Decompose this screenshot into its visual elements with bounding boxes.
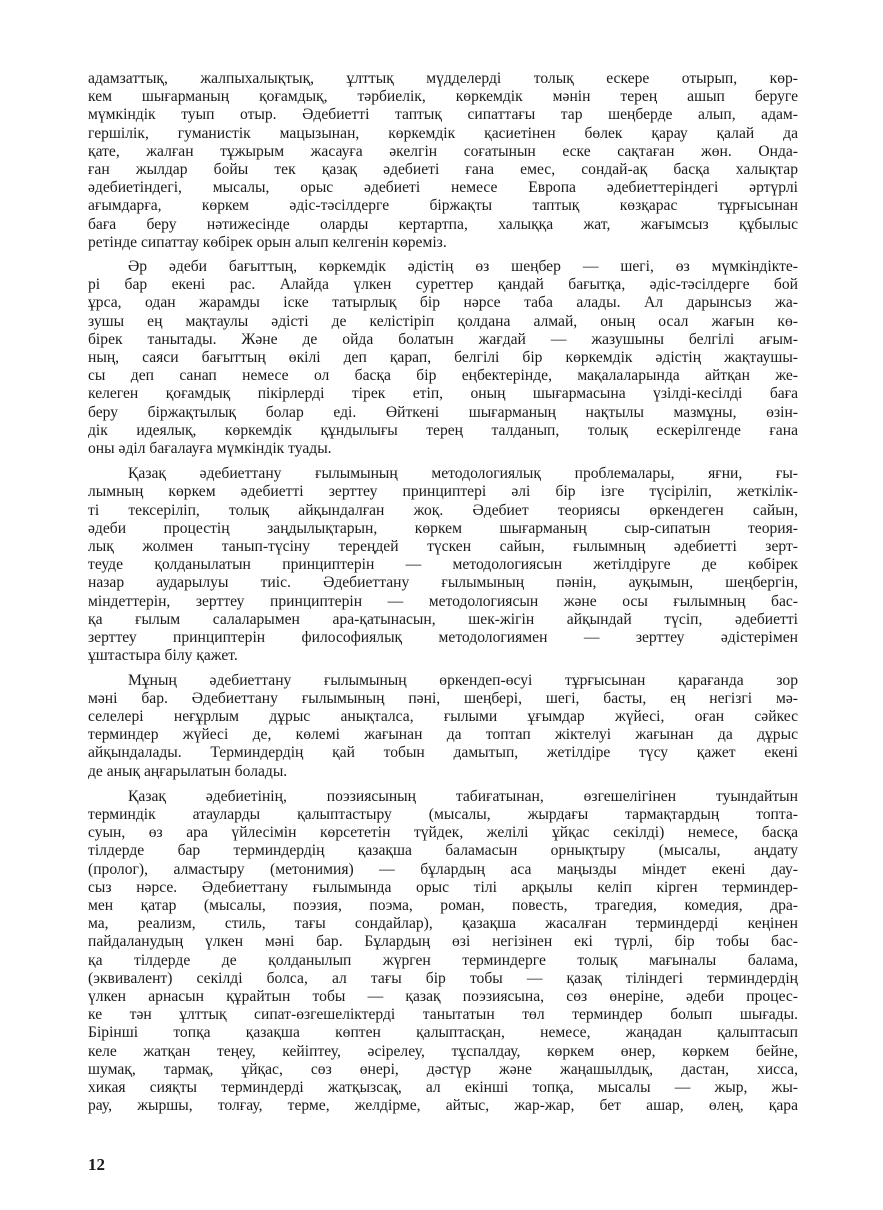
text-line: рі бар екені рас. Алайда үлкен суреттер қандай бағытқа, әдіс-тәсілдерге бой — [88, 276, 798, 294]
text-line: ті тексеріліп, толық айқындалған жоқ. Әдебиет теориясы өркендеген сайын, — [88, 501, 798, 519]
text-line: терминдік атауларды қалыптастыру (мысалы, жырдағы тармақтардың топта- — [88, 805, 798, 823]
paragraph-4 — [88, 672, 798, 781]
paragraph-3 — [88, 465, 798, 665]
text-line: (эквивалент) секілді болса, ал тағы бір тобы — қазақ тіліндегі терминдердің — [88, 969, 798, 987]
text-line: мүмкіндік туып отыр. Әдебиетті таптық сипаттағы тар шеңберде алып, адам- — [88, 106, 798, 124]
text-line: пайдаланудың үлкен мәні бар. Бұлардың өзі негізінен екі түрлі, бір тобы бас- — [88, 933, 798, 951]
text-line: оны әділ бағалауға мүмкіндік туады. — [88, 440, 332, 458]
text-line: келе жатқан теңеу, кейіптеу, әсірелеу, тұспалдау, көркем өнер, көркем бейне, — [88, 1042, 798, 1060]
text-line: сы деп санап немесе ол басқа бір еңбектерінде, мақалаларында айтқан же- — [88, 367, 798, 385]
text-line: ретінде сипаттау көбірек орын алып келгенін көреміз. — [88, 233, 447, 251]
text-line: үлкен арнасын құрайтын тобы — қазақ поэзиясына, сөз өнеріне, әдеби процес- — [88, 987, 798, 1005]
text-line: міндеттерін, зерттеу принциптерін — методологиясын және осы ғылымның бас- — [88, 592, 798, 610]
text-line: селелері неғұрлым дұрыс анықталса, ғылыми ұғымдар жүйесі, оған сәйкес — [88, 707, 798, 725]
text-line: теуде қолданылатын принциптерін — методологиясын жетілдіруге де көбірек — [88, 556, 798, 574]
text-line: беру біржақтылық болар еді. Өйткені шығарманың нақтылы мазмұны, өзін- — [88, 403, 798, 421]
text-line: сыз нәрсе. Әдебиеттану ғылымында орыс тілі арқылы келіп кірген терминдер- — [88, 878, 798, 896]
text-line: ның, саяси бағыттың өкілі деп қарап, белгілі бір көркемдік әдістің жақтаушы- — [88, 349, 798, 367]
text-line: дік идеялық, көркемдік құндылығы терең талданып, толық ескерілгенде ғана — [88, 421, 798, 439]
text-line: гершілік, гуманистік мацызынан, көркемдік қасиетінен бөлек қарау қалай да — [88, 124, 798, 142]
text-line: назар аударылуы тиіс. Әдебиеттану ғылымының пәнін, ауқымын, шеңбергін, — [88, 574, 798, 592]
text-line: қа ғылым салаларымен ара-қатынасын, шек-жігін айқындай түсіп, әдебиетті — [88, 610, 798, 628]
text-line: мәні бар. Әдебиеттану ғылымының пәні, шеңбері, шегі, басты, ең негізгі мә- — [88, 689, 798, 707]
text-line: шумақ, тармақ, ұйқас, сөз өнері, дәстүр және жаңашылдық, дастан, хисса, — [88, 1060, 798, 1078]
text-line: де анық аңғарылатын болады. — [88, 762, 288, 780]
document-page — [88, 70, 798, 1115]
paragraph-5 — [88, 788, 798, 1116]
text-line: Қазақ әдебиетінің, поэзиясының табиғатынан, өзгешелігінен туындайтын — [128, 787, 798, 805]
text-line: айқындалады. Терминдердің қай тобын дамытып, жетілдіре түсу қажет екені — [88, 744, 798, 762]
text-line: зушы ең мақтаулы әдісті де келістіріп қолдана алмай, оның осал жағын кө- — [88, 312, 798, 330]
text-line: әдеби процестің заңдылықтарын, көркем шығарманың сыр-сипатын теория- — [88, 519, 798, 537]
text-line: ма, реализм, стиль, тағы сондайлар), қазақша жасалған терминдерді кеңінен — [88, 915, 798, 933]
text-line: Бірінші топқа қазақша көптен қалыптасқан, немесе, жаңадан қалыптасып — [88, 1024, 798, 1042]
text-line: ұрса, одан жарамды іске татырлық бір нәрсе таба алады. Ал дарынсыз жа- — [88, 294, 798, 312]
text-line: зерттеу принциптерін философиялық методологиямен — зерттеу әдістерімен — [88, 629, 798, 647]
text-line: хикая сияқты терминдерді жатқызсақ, ал екінші топқа, мысалы — жыр, жы- — [88, 1078, 798, 1096]
text-line: келеген қоғамдық пікірлерді тірек етіп, оның шығармасына үзілді-кесілді баға — [88, 385, 798, 403]
text-line: қате, жалған тұжырым жасауға әкелгін соғатынын еске сақтаған жөн. Онда- — [88, 142, 798, 160]
text-line: бірек танытады. Және де ойда болатын жағдай — жазушыны белгілі ағым- — [88, 330, 798, 348]
text-line: ағымдарға, көркем әдіс-тәсілдерге біржақты таптық көзқарас тұрғысынан — [88, 197, 798, 215]
text-line: Мұның әдебиеттану ғылымының өркендеп-өсуі тұрғысынан қарағанда зор — [128, 671, 798, 689]
text-line: ған жылдар бойы тек қазақ әдебиеті ғана емес, сондай-ақ басқа халықтар — [88, 161, 798, 179]
text-line: (пролог), алмастыру (метонимия) — бұлардың аса маңызды міндет екені дау- — [88, 860, 798, 878]
text-line: рау, жыршы, толғау, терме, желдірме, айтыс, жар-жар, бет ашар, өлең, қара — [88, 1097, 798, 1115]
text-line: мен қатар (мысалы, поэзия, поэма, роман, повесть, трагедия, комедия, дра- — [88, 896, 798, 914]
page-number: 12 — [88, 1155, 105, 1174]
text-line: Қазақ әдебиеттану ғылымының методологиялық проблемалары, яғни, ғы- — [128, 465, 798, 483]
text-line: баға беру нәтижесінде оларды кертартпа, халыққа жат, жағымсыз құбылыс — [88, 215, 798, 233]
paragraph-2 — [88, 258, 798, 458]
text-line: лымның көркем әдебиетті зерттеу принциптері әлі бір ізге түсіріліп, жеткілік- — [88, 483, 798, 501]
text-line: адамзаттық, жалпыхалықтық, ұлттық мүдделерді толық ескере отырып, көр- — [88, 70, 798, 87]
text-line: суын, өз ара үйлесімін көрсететін түйдек, желілі ұйқас секілді) немесе, басқа — [88, 824, 798, 842]
text-line: әдебиетіндегі, мысалы, орыс әдебиеті немесе Европа әдебиеттеріндегі әртүрлі — [88, 179, 798, 197]
text-line: терминдер жүйесі де, көлемі жағынан да топтап жіктелуі жағынан да дұрыс — [88, 726, 798, 744]
text-line: ұштастыра білу қажет. — [88, 647, 238, 665]
text-line: кем шығарманың қоғамдық, тәрбиелік, көркемдік мәнін терең ашып беруге — [88, 88, 798, 106]
paragraph-1 — [88, 70, 798, 252]
text-line: тілдерде бар терминдердің қазақша баламасын орнықтыру (мысалы, аңдату — [88, 842, 798, 860]
text-line: лық жолмен танып-түсіну тереңдей түскен сайын, ғылымның әдебиетті зерт- — [88, 538, 798, 556]
text-line: қа тілдерде де қолданылып жүрген терминдерге толық мағыналы балама, — [88, 951, 798, 969]
text-line: ке тән ұлттық сипат-өзгешеліктерді танытатын төл терминдер болып шығады. — [88, 1006, 798, 1024]
text-line: Әр әдеби бағыттың, көркемдік әдістің өз шеңбер — шегі, өз мүмкіндікте- — [128, 258, 798, 276]
